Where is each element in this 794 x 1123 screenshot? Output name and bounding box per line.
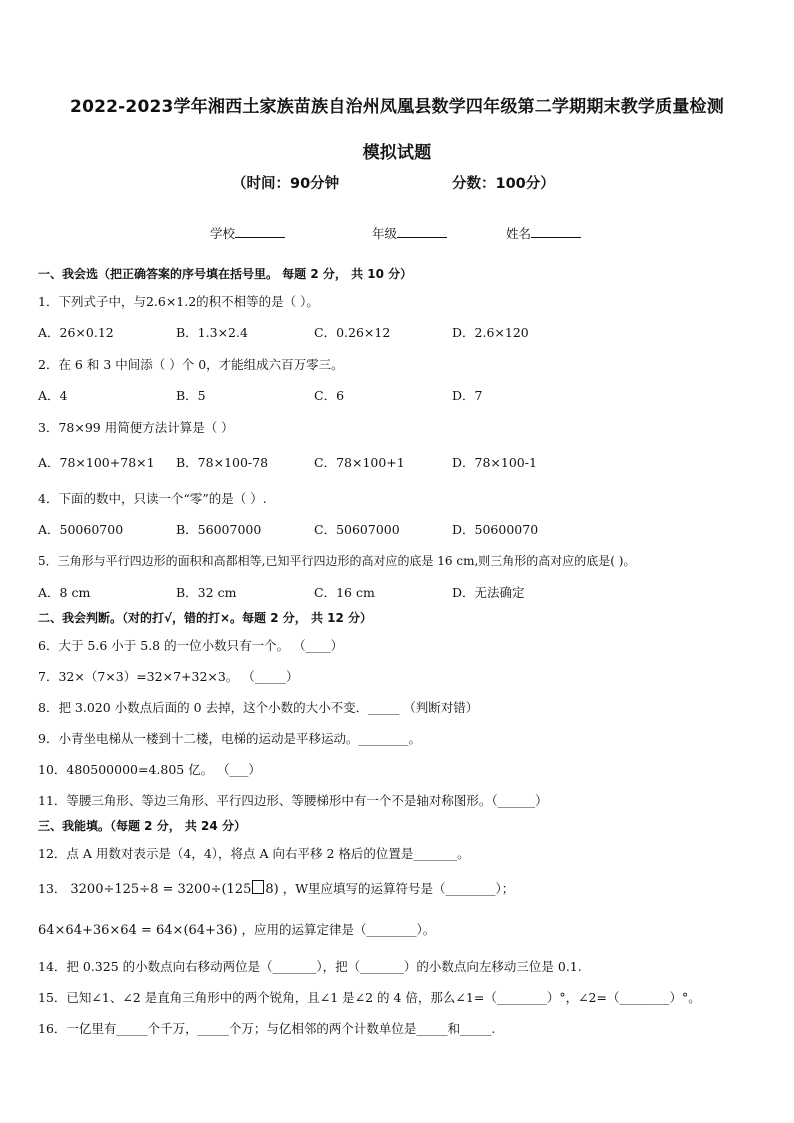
name-blank[interactable] — [531, 223, 581, 238]
section-2-heading: 二、我会判断。（对的打√，错的打×。每题 2 分， 共 12 分） — [38, 611, 372, 625]
name-field[interactable]: 姓名 — [506, 223, 581, 242]
q2-option-a[interactable]: A．4 — [38, 388, 68, 403]
q5-option-d[interactable]: D．无法确定 — [452, 585, 525, 600]
section-1-heading: 一、我会选（把正确答案的序号填在括号里。 每题 2 分， 共 10 分） — [38, 267, 413, 281]
section-3-heading: 三、我能填。（每题 2 分， 共 24 分） — [38, 819, 246, 833]
question-8: 8．把 3.020 小数点后面的 0 去掉，这个小数的大小不变．_____ （判断对错） — [38, 700, 479, 715]
q13-expression-part2: 8) — [265, 882, 279, 897]
q13b-text: ，应用的运算定律是（________）。 — [241, 922, 436, 937]
question-7: 7．32×（7×3）=32×7+32×3。 （_____） — [38, 669, 299, 684]
exam-title — [30, 84, 764, 176]
q13-expression-part1: 3200÷125÷8 = 3200÷(125 — [70, 882, 252, 897]
q5-option-a[interactable]: A．8 cm — [38, 585, 91, 600]
question-13 — [38, 879, 514, 897]
question-6: 6．大于 5.6 小于 5.8 的一位小数只有一个。 （____） — [38, 638, 344, 653]
q1-option-b[interactable]: B．1.3×2.4 — [176, 325, 248, 340]
question-11: 11．等腰三角形、等边三角形、平行四边形、等腰梯形中有一个不是轴对称图形。（______） — [38, 793, 548, 808]
q2-option-d[interactable]: D．7 — [452, 388, 483, 403]
q2-option-b[interactable]: B．5 — [176, 388, 206, 403]
q4-option-d[interactable]: D．50600070 — [452, 522, 539, 537]
question-16: 16．一亿里有_____个千万，_____个万；与亿相邻的两个计数单位是_____和_____. — [38, 1021, 496, 1036]
question-14: 14．把 0.325 的小数点向右移动两位是（_______），把（_______）的小数点向左移动三位是 0.1. — [38, 959, 582, 974]
q3-option-d[interactable]: D．78×100-1 — [452, 455, 537, 470]
q13-number: 13． — [38, 881, 67, 896]
question-4: 4．下面的数中，只读一个“零”的是（ ）. — [38, 491, 267, 506]
title-line-2: 模拟试题 — [362, 143, 432, 163]
score-info: 分数：100分） — [452, 176, 555, 192]
grade-field[interactable]: 年级 — [372, 223, 447, 242]
q5-option-c[interactable]: C．16 cm — [314, 585, 375, 600]
q1-option-c[interactable]: C．0.26×12 — [314, 325, 391, 340]
q4-option-a[interactable]: A．50060700 — [38, 522, 124, 537]
q3-option-c[interactable]: C．78×100+1 — [314, 455, 405, 470]
student-fields — [0, 223, 794, 245]
exam-info — [0, 170, 794, 196]
question-5: 5．三角形与平行四边形的面积和高都相等,已知平行四边形的高对应的底是 16 cm,则三角形的高对应的底是( )。 — [38, 554, 636, 568]
q13b-expression: 64×64+36×64 = 64×(64+36) — [38, 923, 238, 938]
q2-option-c[interactable]: C．6 — [314, 388, 345, 403]
q4-option-b[interactable]: B．56007000 — [176, 522, 262, 537]
question-13b — [38, 920, 435, 938]
operator-box-icon[interactable] — [252, 880, 264, 894]
school-blank[interactable] — [235, 223, 285, 238]
q3-option-a[interactable]: A．78×100+78×1 — [38, 455, 155, 470]
title-line-1: 2022-2023学年湘西土家族苗族自治州凤凰县数学四年级第二学期期末教学质量检测 — [70, 97, 724, 117]
q1-option-a[interactable]: A．26×0.12 — [38, 325, 114, 340]
grade-blank[interactable] — [397, 223, 447, 238]
q13-text: ，W里应填写的运算符号是（________）； — [282, 881, 515, 896]
question-3: 3．78×99 用简便方法计算是（ ） — [38, 420, 234, 435]
question-9: 9．小青坐电梯从一楼到十二楼，电梯的运动是平移运动。________。 — [38, 731, 421, 746]
school-field[interactable]: 学校 — [210, 223, 285, 242]
question-15: 15．已知∠1、∠2 是直角三角形中的两个锐角，且∠1 是∠2 的 4 倍，那么∠1=（________）°，∠2=（________）°。 — [38, 990, 701, 1005]
q4-option-c[interactable]: C．50607000 — [314, 522, 400, 537]
q3-option-b[interactable]: B．78×100-78 — [176, 455, 269, 470]
question-12: 12．点 A 用数对表示是（4，4），将点 A 向右平移 2 格后的位置是_______。 — [38, 846, 470, 861]
q5-option-b[interactable]: B．32 cm — [176, 585, 237, 600]
question-1: 1．下列式子中，与2.6×1.2的积不相等的是（ ）。 — [38, 294, 319, 309]
q1-option-d[interactable]: D．2.6×120 — [452, 325, 529, 340]
time-info: （时间：90分钟 — [232, 176, 340, 192]
question-2: 2．在 6 和 3 中间添（ ）个 0，才能组成六百万零三。 — [38, 357, 344, 372]
question-10: 10．480500000=4.805 亿。 （___） — [38, 762, 261, 777]
